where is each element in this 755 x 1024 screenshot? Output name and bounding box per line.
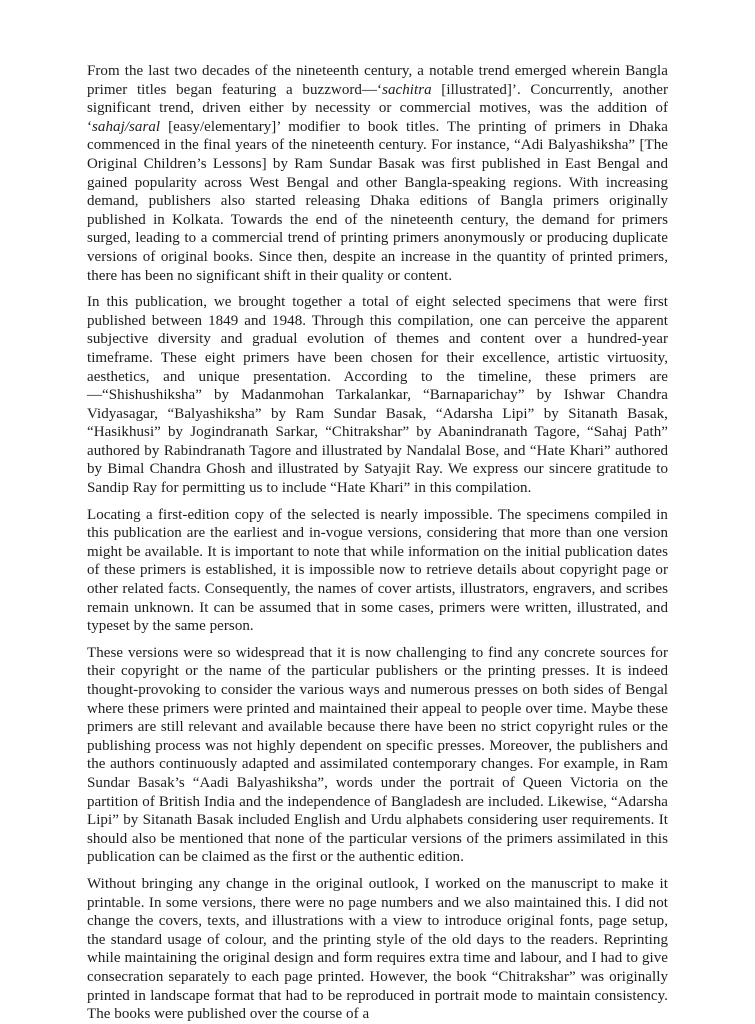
text-run: In this publication, we brought together a total of eight selected specimens that were first published between 1849 and 1948. Through this compilation, one can perceive the apparent subjective diversity and gradual evolution of themes and content over a hundred-year timeframe. These eight primers have been chosen for their excellence, artistic virtuosity, aesthetics, and unique presentation. According to the timeline, these primers are—“Shishushiksha” by Madanmohan Tarkalankar, “Barnaparichay” by Ishwar Chandra Vidyasagar, “Balyashiksha” by Ram Sundar Basak, “Adarsha Lipi” by Sitanath Basak, “Hasikhusi” by Jogindranath Sarkar, “Chitrakshar” by Abanindranath Tagore, “Sahaj Path” authored by Rabindranath Tagore and illustrated by Nandalal Bose, and “Hate Khari” authored by Bimal Chandra Ghosh and illustrated by Satyajit Ray. We express our sincere gratitude to Sandip Ray for permitting us to include “Hate Khari” in this compilation. — [87, 294, 668, 497]
text-run-italic: sahaj/saral — [92, 118, 161, 135]
text-run: Locating a first-edition copy of the selected is nearly impossible. The specimens compiled in this publication are the earliest and in-vogue versions, considering that more than one version might be available. It is important to note that while information on the initial publication dates of these primers is established, it is impossible now to retrieve details about copyright page or other related facts. Consequently, the names of cover artists, illustrators, engravers, and scribes remain unknown. It can be assumed that in some cases, primers were written, illustrated, and typeset by the same person. — [87, 506, 668, 635]
text-run: [illustrated]’. Concurrently, another significant trend, driven either by necessity or commercial motives, was the addition of ‘ — [87, 81, 668, 135]
text-run: These versions were so widespread that it is now challenging to find any concrete sources for their copyright or the name of the particular publishers or the printing presses. It is indeed thought-provoking to consider the various ways and numerous presses on both sides of Bengal where these primers were printed and maintained their appeal to people over time. Maybe these primers are still relevant and available because there have been no strict copyright rules or the publishing process was not highly dependent on specific presses. Moreover, the publishers and the authors continuously adapted and assimilated contemporary changes. For example, in Ram Sundar Basak’s “Aadi Balyashiksha”, words under the portrait of Queen Victoria on the partition of British India and the independence of Bangladesh are included. Likewise, “Adarsha Lipi” by Sitanath Basak included English and Urdu alphabets considering user requirements. It should also be mentioned that none of the particular versions of the primers assimilated in this publication can be claimed as the first or the authentic edition. — [87, 644, 668, 866]
text-column — [87, 62, 668, 1024]
text-run: [easy/elementary]’ modifier to book titles. The printing of primers in Dhaka commenced in the final years of the nineteenth century. For instance, “Adi Balyashiksha” [The Original Children’s Lessons] by Ram Sundar Basak was first published in East Bengal and gained popularity across West Bengal and other Bangla-speaking regions. With increasing demand, publishers also started releasing Dhaka editions of Bangla primers originally published in Kolkata. Towards the end of the nineteenth century, the demand for primers surged, leading to a commercial trend of printing primers anonymously or producing duplicate versions of original books. Since then, despite an increase in the quantity of printed primers, there has been no significant shift in their quality or content. — [87, 118, 668, 284]
text-run-italic: sachitra — [382, 81, 432, 98]
paragraph — [87, 62, 668, 285]
paragraph — [87, 506, 668, 636]
text-run: Without bringing any change in the original outlook, I worked on the manuscript to make it printable. In some versions, there were no page numbers and we also maintained this. I did not change the covers, texts, and illustrations with a view to introduce original fonts, page setup, the standard usage of colour, and the printing style of the old days to the readers. Reprinting while maintaining the original design and form requires extra time and labour, and I had to give consecration separately to each page printed. However, the book “Chitrakshar” was originally printed in landscape format that had to be reproduced in portrait mode to maintain consistency. The books were published over the course of a — [87, 875, 668, 1023]
paragraph — [87, 644, 668, 867]
paragraph — [87, 293, 668, 498]
paragraph — [87, 875, 668, 1024]
text-run: From the last two decades of the nineteenth century, a notable trend emerged wherein Bangla primer titles began featuring a buzzword—‘ — [87, 63, 668, 98]
